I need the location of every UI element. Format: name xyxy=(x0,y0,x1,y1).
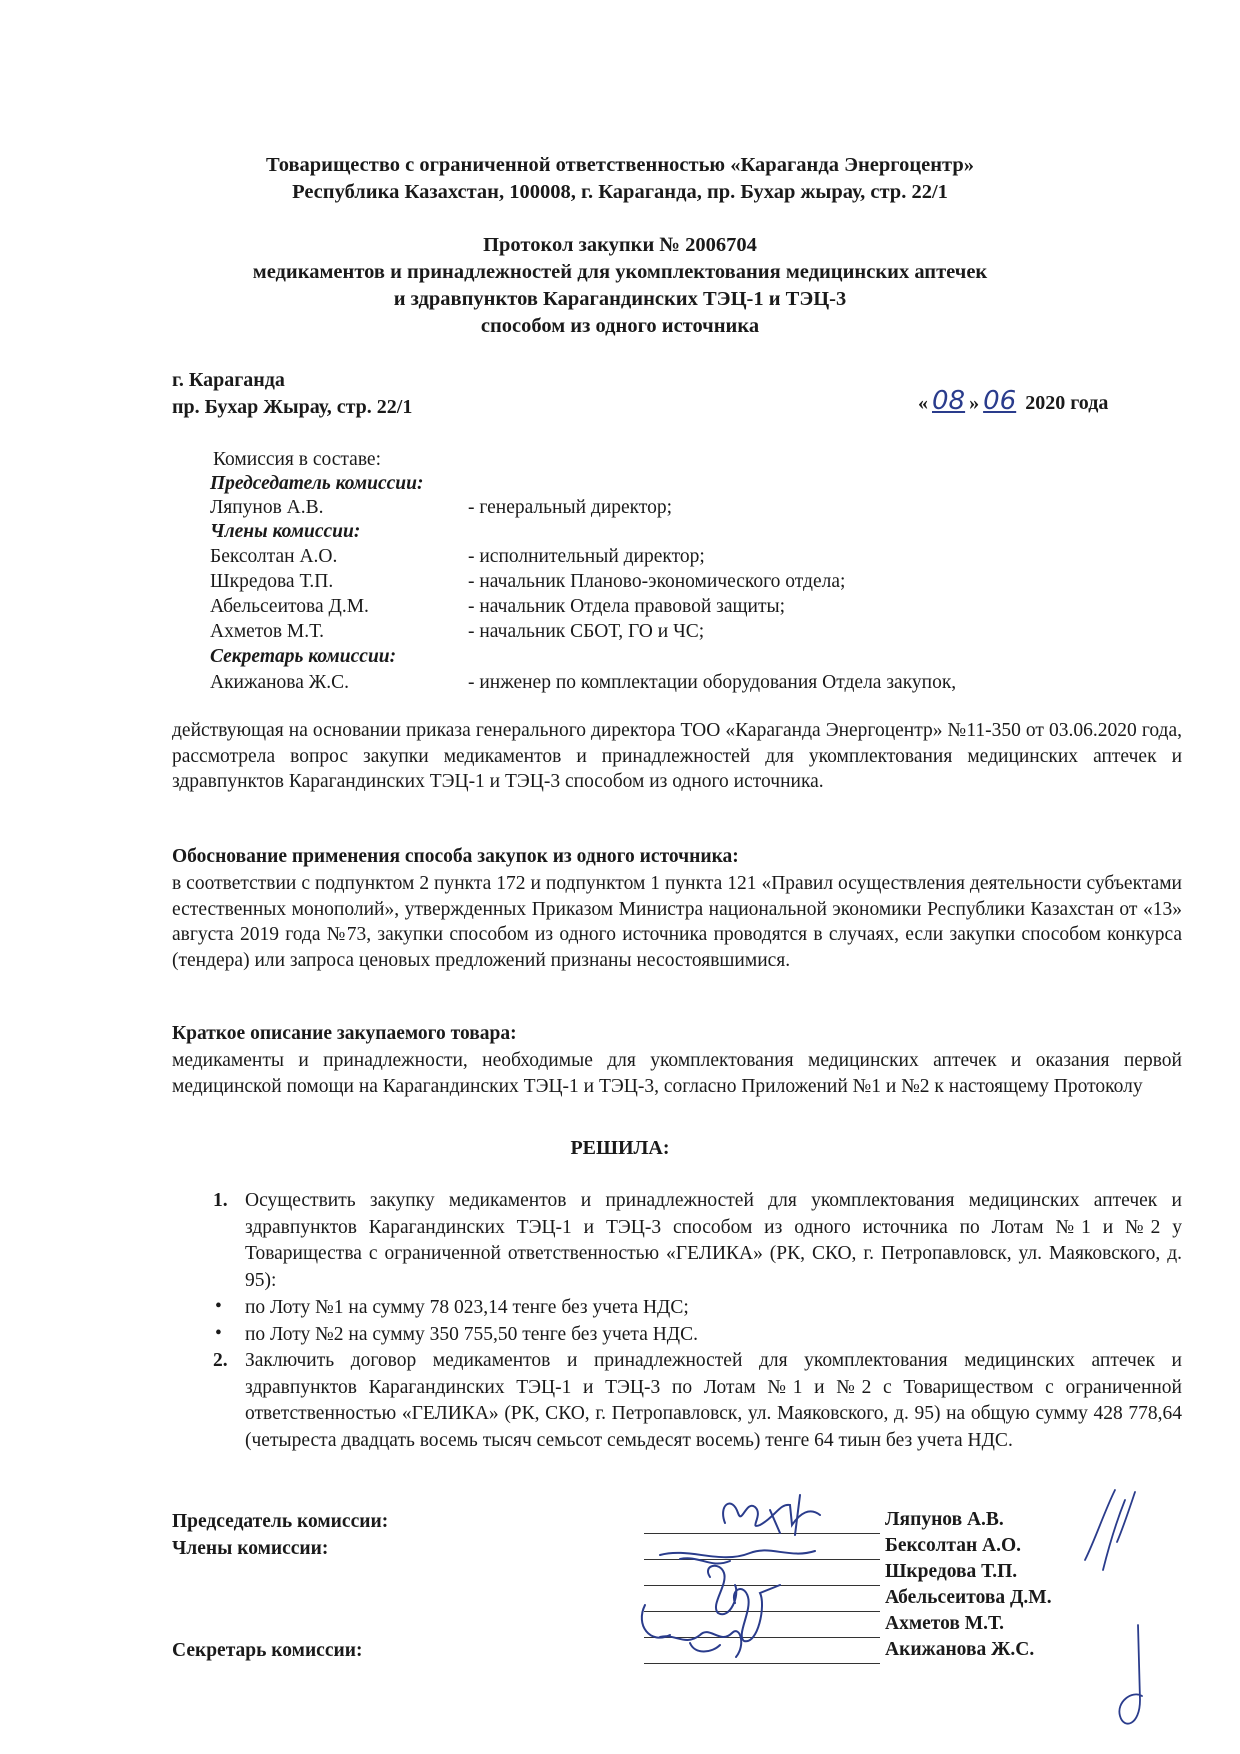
signatory-name: Ахметов М.Т. xyxy=(885,1613,1004,1634)
signatory-name: Ляпунов А.В. xyxy=(885,1509,1004,1530)
secretary-label: Секретарь комиссии: xyxy=(210,646,397,667)
member-role: - исполнительный директор; xyxy=(468,546,705,567)
secretary-name: Акижанова Ж.С. xyxy=(210,672,350,693)
company-name: Товарищество с ограниченной ответственностью «Караганда Энергоцентр» xyxy=(265,154,975,176)
chair-label: Председатель комиссии: xyxy=(210,473,424,494)
members-label: Члены комиссии: xyxy=(210,521,361,542)
description-heading: Краткое описание закупаемого товара: xyxy=(172,1023,517,1044)
justification-text: в соответствии с подпунктом 2 пункта 172 и подпунктом 1 пункта 121 «Правил осуществления деятельности субъектами естественных монополий», утвержденных Приказом Министра национальной экономики Республики Казахстан от «13» августа 2019 года №73, закупки способом из одного источника проводятся в случаях, если закупки способом конкурса (тендера) или запроса ценовых предложений признаны несостоявшимися. xyxy=(172,873,1182,971)
bullet-icon: • xyxy=(215,1296,222,1317)
handwritten-month: 06 xyxy=(983,386,1017,416)
decision-item-1: Осуществить закупку медикаментов и принадлежностей для укомплектования медицинских аптечек и здравпунктов Карагандинских ТЭЦ-1 и ТЭЦ-3 способом из одного источника по Лотам №1 и №2 у Товарищества с ограниченной ответственностью «ГЕЛИКА» (РК, СКО, г. Петропавловск, ул. Маяковского, д. 95): xyxy=(245,1190,1182,1291)
chair-role: - генеральный директор; xyxy=(468,497,673,518)
protocol-subject-line2: и здравпунктов Карагандинских ТЭЦ-1 и ТЭЦ-3 xyxy=(393,288,847,310)
decision-item-number: 2. xyxy=(213,1350,228,1371)
signature-chair-label: Председатель комиссии: xyxy=(172,1511,389,1532)
handwritten-day: 08 xyxy=(932,386,966,416)
lot-1-amount: по Лоту №1 на сумму 78 023,14 тенге без учета НДС; xyxy=(245,1297,689,1318)
member-role: - начальник Планово-экономического отдела; xyxy=(468,571,846,592)
secretary-role: - инженер по комплектации оборудования Отдела закупок, xyxy=(468,672,957,693)
member-name: Ахметов М.Т. xyxy=(210,621,324,642)
description-text: медикаменты и принадлежности, необходимые для укомплектования медицинских аптечек и оказания первой медицинской помощи на Карагандинских ТЭЦ-1 и ТЭЦ-3, согласно Приложений №1 и №2 к настоящему Протоколу xyxy=(172,1050,1182,1097)
commission-intro: Комиссия в составе: xyxy=(213,449,381,470)
protocol-method: способом из одного источника xyxy=(480,315,760,337)
decision-item-2: Заключить договор медикаментов и принадлежностей для укомплектования медицинских аптечек и здравпунктов Карагандинских ТЭЦ-1 и ТЭЦ-3 по Лотам №1 и №2 с Товариществом с ограниченной ответственностью «ГЕЛИКА» (РК, СКО, г. Петропавловск, ул. Маяковского, д. 95) на общую сумму 428 778,64 (четыреста двадцать восемь тысяч семьсот семьдесят восемь) тенге 64 тиын без учета НДС. xyxy=(245,1350,1182,1451)
signature-secretary-label: Секретарь комиссии: xyxy=(172,1640,363,1661)
bullet-icon: • xyxy=(215,1323,222,1344)
place-city: г. Караганда xyxy=(172,369,285,391)
decision-item-number: 1. xyxy=(213,1190,228,1211)
member-name: Шкредова Т.П. xyxy=(210,571,334,592)
signatory-name: Акижанова Ж.С. xyxy=(885,1639,1035,1660)
company-address: Республика Казахстан, 100008, г. Караганда, пр. Бухар жырау, стр. 22/1 xyxy=(292,181,948,203)
signatory-name: Шкредова Т.П. xyxy=(885,1561,1018,1582)
protocol-title: Протокол закупки № 2006704 xyxy=(483,234,757,256)
handwritten-signatures xyxy=(640,1485,900,1675)
lot-2-amount: по Лоту №2 на сумму 350 755,50 тенге без учета НДС. xyxy=(245,1324,698,1345)
intro-paragraph: действующая на основании приказа генерального директора ТОО «Караганда Энергоцентр» №11-350 от 03.06.2020 года, рассмотрела вопрос закупки медикаментов и принадлежностей для укомплектования медицинских аптечек и здравпунктов Карагандинских ТЭЦ-1 и ТЭЦ-3 способом из одного источника. xyxy=(172,720,1182,792)
chair-name: Ляпунов А.В. xyxy=(210,497,324,518)
handwritten-mark-bottom xyxy=(1110,1620,1170,1740)
decision-heading: РЕШИЛА: xyxy=(570,1137,670,1159)
handwritten-signature-right xyxy=(1065,1480,1155,1590)
signatory-name: Бексолтан А.О. xyxy=(885,1535,1022,1556)
protocol-date: « 08 » 06 2020 года xyxy=(918,386,1109,416)
justification-heading: Обоснование применения способа закупок из одного источника: xyxy=(172,846,739,867)
member-name: Бексолтан А.О. xyxy=(210,546,338,567)
place-street: пр. Бухар Жырау, стр. 22/1 xyxy=(172,396,413,418)
member-name: Абельсеитова Д.М. xyxy=(210,596,369,617)
signatory-name: Абельсеитова Д.М. xyxy=(885,1587,1052,1608)
member-role: - начальник СБОТ, ГО и ЧС; xyxy=(468,621,705,642)
protocol-subject-line1: медикаментов и принадлежностей для укомплектования медицинских аптечек xyxy=(252,261,988,283)
signature-members-label: Члены комиссии: xyxy=(172,1538,329,1559)
member-role: - начальник Отдела правовой защиты; xyxy=(468,596,785,617)
